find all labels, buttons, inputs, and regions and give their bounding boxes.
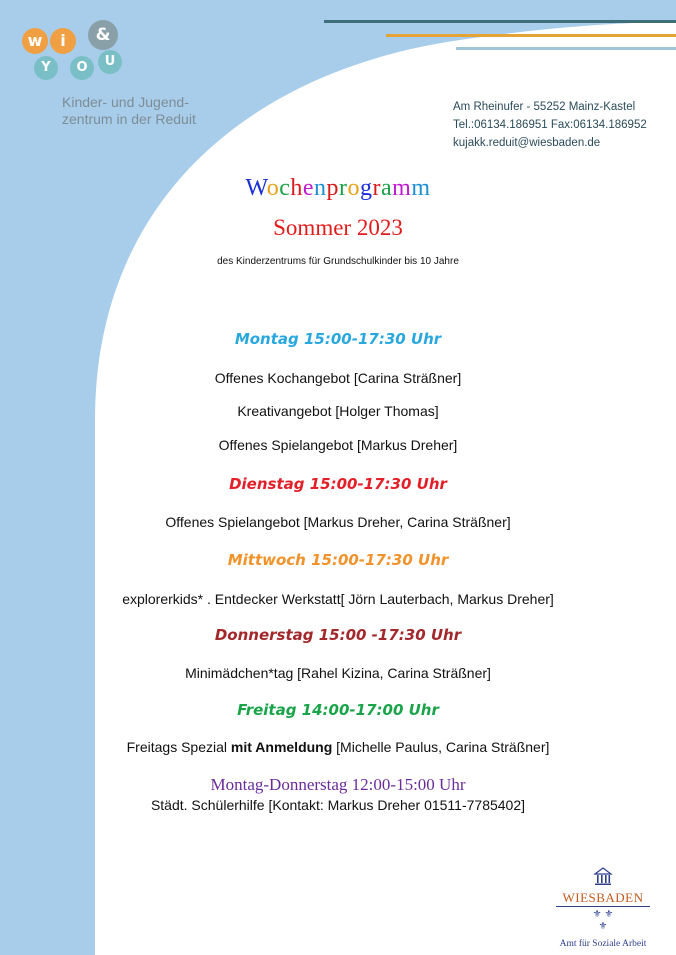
building-crest-icon xyxy=(592,866,614,886)
wi-and-you-logo xyxy=(22,20,132,90)
wiesbaden-department: Amt für Soziale Arbeit xyxy=(559,939,647,949)
logo-bubble-ampersand: & xyxy=(88,20,118,50)
address-block xyxy=(453,98,668,152)
title-letter: m xyxy=(392,175,412,201)
title-letter: e xyxy=(302,175,315,201)
address-street: Am Rheinufer - 55252 Mainz-Kastel xyxy=(453,101,636,113)
address-phone-fax: Tel.:06134.186951 Fax:06134.186952 xyxy=(453,119,647,131)
wiesbaden-name: WIESBADEN xyxy=(562,890,644,905)
thursday-heading: Donnerstag 15:00 -17:30 Uhr xyxy=(214,626,462,644)
title-letter: r xyxy=(339,175,348,201)
logo-bubble-y: Y xyxy=(34,56,58,80)
page-title xyxy=(0,175,676,202)
wednesday-activity-1: explorerkids* . Entdecker Werkstatt[ Jörn Lauterbach, Markus Dreher] xyxy=(122,591,554,607)
homework-heading: Montag-Donnerstag 12:00-15:00 Uhr xyxy=(210,775,466,794)
logo-bubble-i: i xyxy=(50,28,76,54)
title-letter: g xyxy=(360,175,373,201)
title-letter: h xyxy=(290,175,303,201)
monday-activity-1: Offenes Kochangebot [Carina Sträßner] xyxy=(214,370,462,386)
tuesday-activity-1: Offenes Spielangebot [Markus Dreher, Carina Sträßner] xyxy=(165,514,511,530)
header-rule-dark xyxy=(324,20,676,23)
title-letter: o xyxy=(347,175,361,201)
tuesday-heading: Dienstag 15:00-17:30 Uhr xyxy=(229,475,447,493)
wiesbaden-logo xyxy=(548,866,658,949)
monday-activity-3: Offenes Spielangebot [Markus Dreher] xyxy=(218,437,458,453)
title-letter: m xyxy=(411,175,431,201)
monday-activity-2: Kreativangebot [Holger Thomas] xyxy=(237,403,439,419)
title-letter: n xyxy=(314,175,327,201)
friday-activity-registration: mit Anmeldung xyxy=(230,739,333,755)
title-letter: o xyxy=(266,175,280,201)
friday-activity-prefix: Freitags Spezial xyxy=(126,739,231,755)
logo-bubble-w: w xyxy=(22,28,48,54)
logo-bubble-o: O xyxy=(70,56,94,80)
logo-subtitle-line2: zentrum in der Reduit xyxy=(62,111,196,127)
logo-subtitle xyxy=(62,94,232,128)
title-letter: W xyxy=(245,175,267,201)
friday-heading: Freitag 14:00-17:00 Uhr xyxy=(237,701,439,719)
title-letter: c xyxy=(279,175,291,201)
logo-bubble-u: U xyxy=(98,50,122,74)
wednesday-heading: Mittwoch 15:00-17:30 Uhr xyxy=(227,551,449,569)
monday-heading: Montag 15:00-17:30 Uhr xyxy=(234,330,442,348)
page-subtitle: Sommer 2023 xyxy=(273,215,403,240)
wiesbaden-divider xyxy=(556,906,650,907)
friday-activity-suffix: [Michelle Paulus, Carina Sträßner] xyxy=(332,739,550,755)
logo-subtitle-line1: Kinder- und Jugend- xyxy=(62,94,189,110)
intro-text: des Kinderzentrums für Grundschulkinder bis 10 Jahre xyxy=(217,256,459,267)
friday-activity-1 xyxy=(0,739,676,755)
thursday-activity-1: Minimädchen*tag [Rahel Kizina, Carina Sträßner] xyxy=(185,665,491,681)
address-email[interactable]: kujakk.reduit@wiesbaden.de xyxy=(453,137,601,149)
homework-activity: Städt. Schülerhilfe [Kontakt: Markus Dreher 01511-7785402] xyxy=(150,797,526,813)
title-letter: a xyxy=(381,175,393,201)
header-rule-orange xyxy=(386,34,676,37)
title-letter: r xyxy=(372,175,382,201)
fleur-de-lis-icon: ⚜ ⚜ ⚜ xyxy=(592,909,614,932)
title-letter: p xyxy=(326,175,340,201)
header-rule-light xyxy=(456,47,676,50)
